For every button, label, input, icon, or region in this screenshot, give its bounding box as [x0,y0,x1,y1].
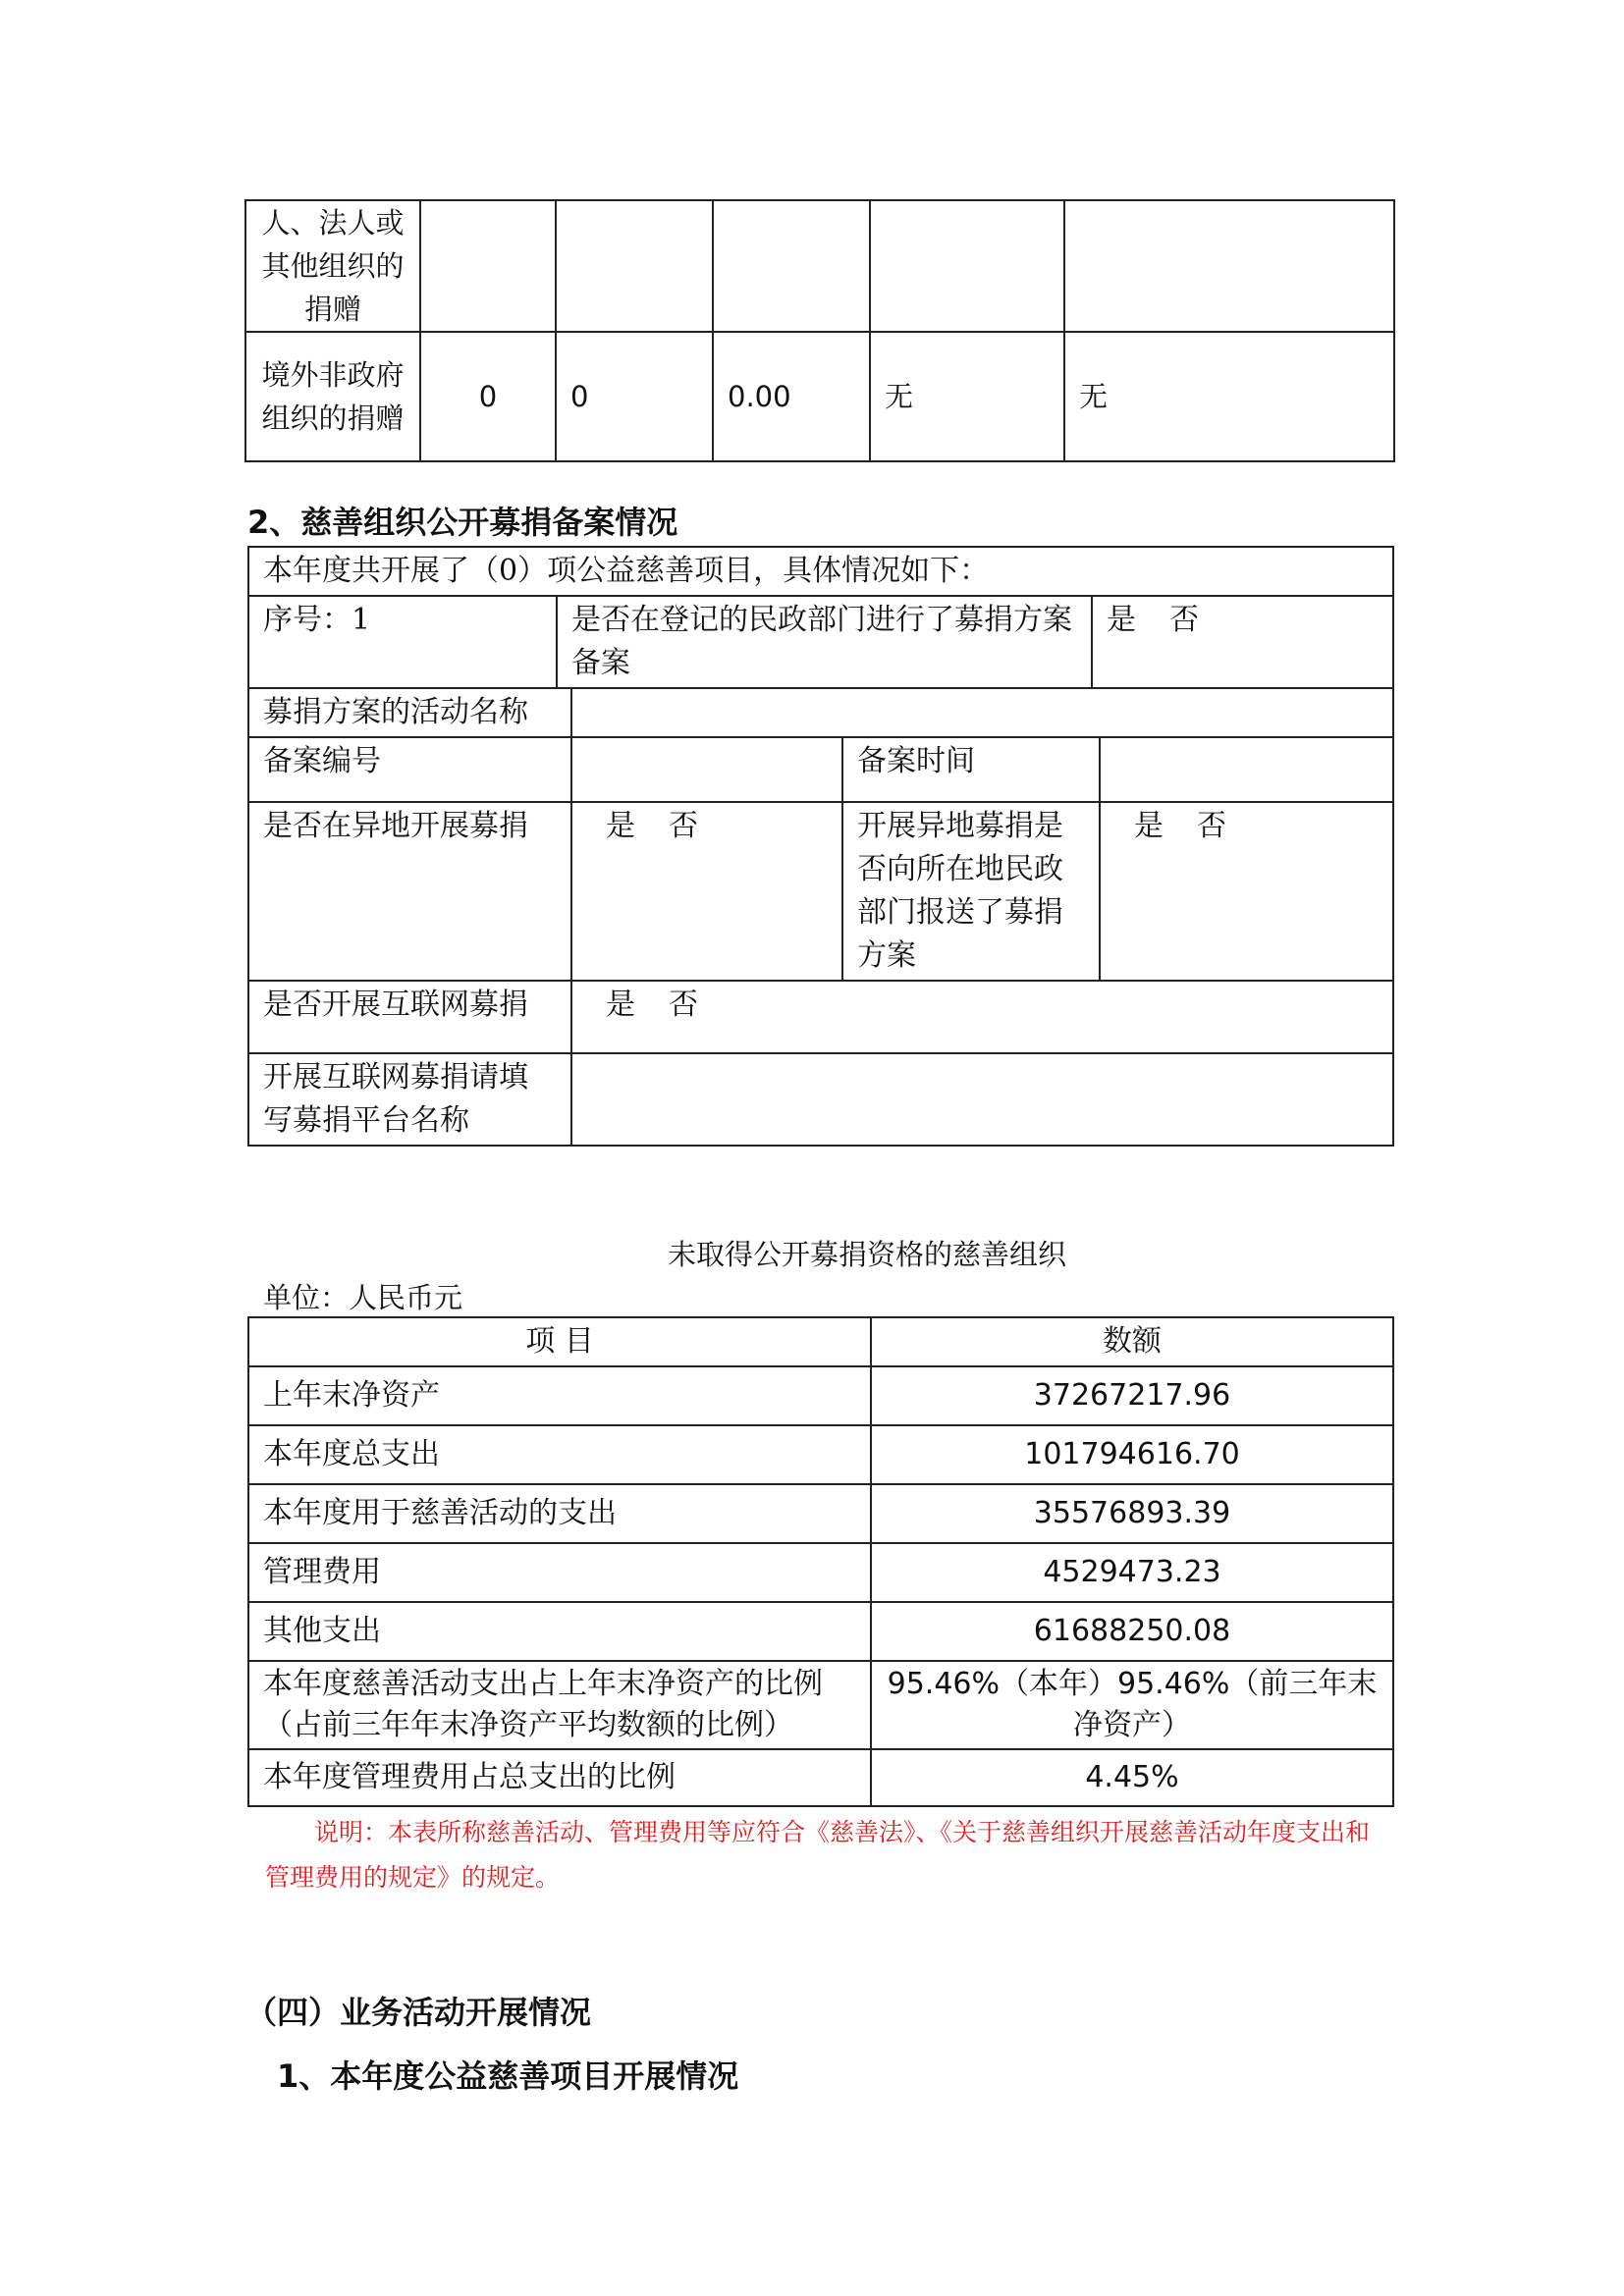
row-value: 95.46%（本年）95.46%（前三年末净资产） [871,1661,1393,1749]
finance-table-title: 未取得公开募捐资格的慈善组织 [668,1238,1067,1271]
yes-option: 是 [606,988,635,1022]
subsection-title: 1、本年度公益慈善项目开展情况 [277,2057,739,2095]
fundraising-record-table [247,546,1394,1147]
no-option: 否 [1197,809,1226,843]
table-row [248,1366,1393,1425]
note-text: 说明：本表所称慈善活动、管理费用等应符合《慈善法》、《关于慈善组织开展慈善活动年度支出和管理费用的规定》的规定。 [265,1818,1371,1892]
row-label: 本年度管理费用占总支出的比例 [248,1749,871,1806]
yes-option: 是 [1107,603,1136,637]
yes-no-choice [1100,802,1393,981]
yes-no-choice [1092,596,1393,688]
yes-option: 是 [606,809,635,843]
table-cell: 0.00 [713,332,870,461]
table-cell: 0 [420,332,556,461]
question-registered: 是否在登记的民政部门进行了募捐方案备案 [557,596,1092,688]
table-row [248,1661,1393,1749]
record-no-value [571,737,842,802]
table-cell [870,200,1064,332]
row-label: 上年末净资产 [248,1366,871,1425]
yes-option: 是 [1134,809,1164,843]
header-amount: 数额 [871,1317,1393,1366]
finance-note [265,1810,1384,1900]
intro-text: 本年度共开展了（0）项公益慈善项目，具体情况如下： [248,547,1393,596]
table-row [248,1425,1393,1484]
row-label: 境外非政府组织的捐赠 [245,332,420,461]
no-option: 否 [669,988,698,1022]
no-option: 否 [1169,603,1199,637]
table-cell: 无 [1064,332,1394,461]
table-row [248,1484,1393,1543]
row-label: 其他支出 [248,1602,871,1661]
yes-no-choice [571,981,1393,1053]
no-option: 否 [669,809,698,843]
row-value: 4.45% [871,1749,1393,1806]
table-cell [1064,200,1394,332]
table-row [245,200,1394,332]
donation-table [244,199,1395,462]
platform-value [571,1053,1393,1146]
table-row [248,1602,1393,1661]
activity-name-value [571,688,1393,737]
table-cell [556,200,713,332]
table-row [245,332,1394,461]
row-label: 本年度用于慈善活动的支出 [248,1484,871,1543]
question-internet: 是否开展互联网募捐 [248,981,571,1053]
record-time-label: 备案时间 [842,737,1100,802]
table-row [248,1543,1393,1602]
activity-name-label: 募捐方案的活动名称 [248,688,571,737]
record-no-label: 备案编号 [248,737,571,802]
section-title: （四）业务活动开展情况 [245,1994,592,2031]
header-item: 项 目 [248,1317,871,1366]
row-value: 37267217.96 [871,1366,1393,1425]
yes-no-choice [571,802,842,981]
platform-label: 开展互联网募捐请填写募捐平台名称 [248,1053,571,1146]
table-row [248,1749,1393,1806]
row-value: 35576893.39 [871,1484,1393,1543]
row-label: 管理费用 [248,1543,871,1602]
table-cell [420,200,556,332]
question-report-local: 开展异地募捐是否向所在地民政部门报送了募捐方案 [842,802,1100,981]
finance-table [247,1316,1394,1807]
unit-label: 单位：人民币元 [263,1281,463,1314]
serial-label: 序号：1 [248,596,557,688]
section-title: 2、慈善组织公开募捐备案情况 [247,504,678,541]
table-header-row [248,1317,1393,1366]
row-label: 人、法人或其他组织的捐赠 [245,200,420,332]
row-value: 4529473.23 [871,1543,1393,1602]
question-other-place: 是否在异地开展募捐 [248,802,571,981]
table-cell: 0 [556,332,713,461]
row-value: 61688250.08 [871,1602,1393,1661]
row-value: 101794616.70 [871,1425,1393,1484]
record-time-value [1100,737,1393,802]
table-cell [713,200,870,332]
table-cell: 无 [870,332,1064,461]
row-label: 本年度慈善活动支出占上年末净资产的比例（占前三年年末净资产平均数额的比例） [248,1661,871,1749]
row-label: 本年度总支出 [248,1425,871,1484]
